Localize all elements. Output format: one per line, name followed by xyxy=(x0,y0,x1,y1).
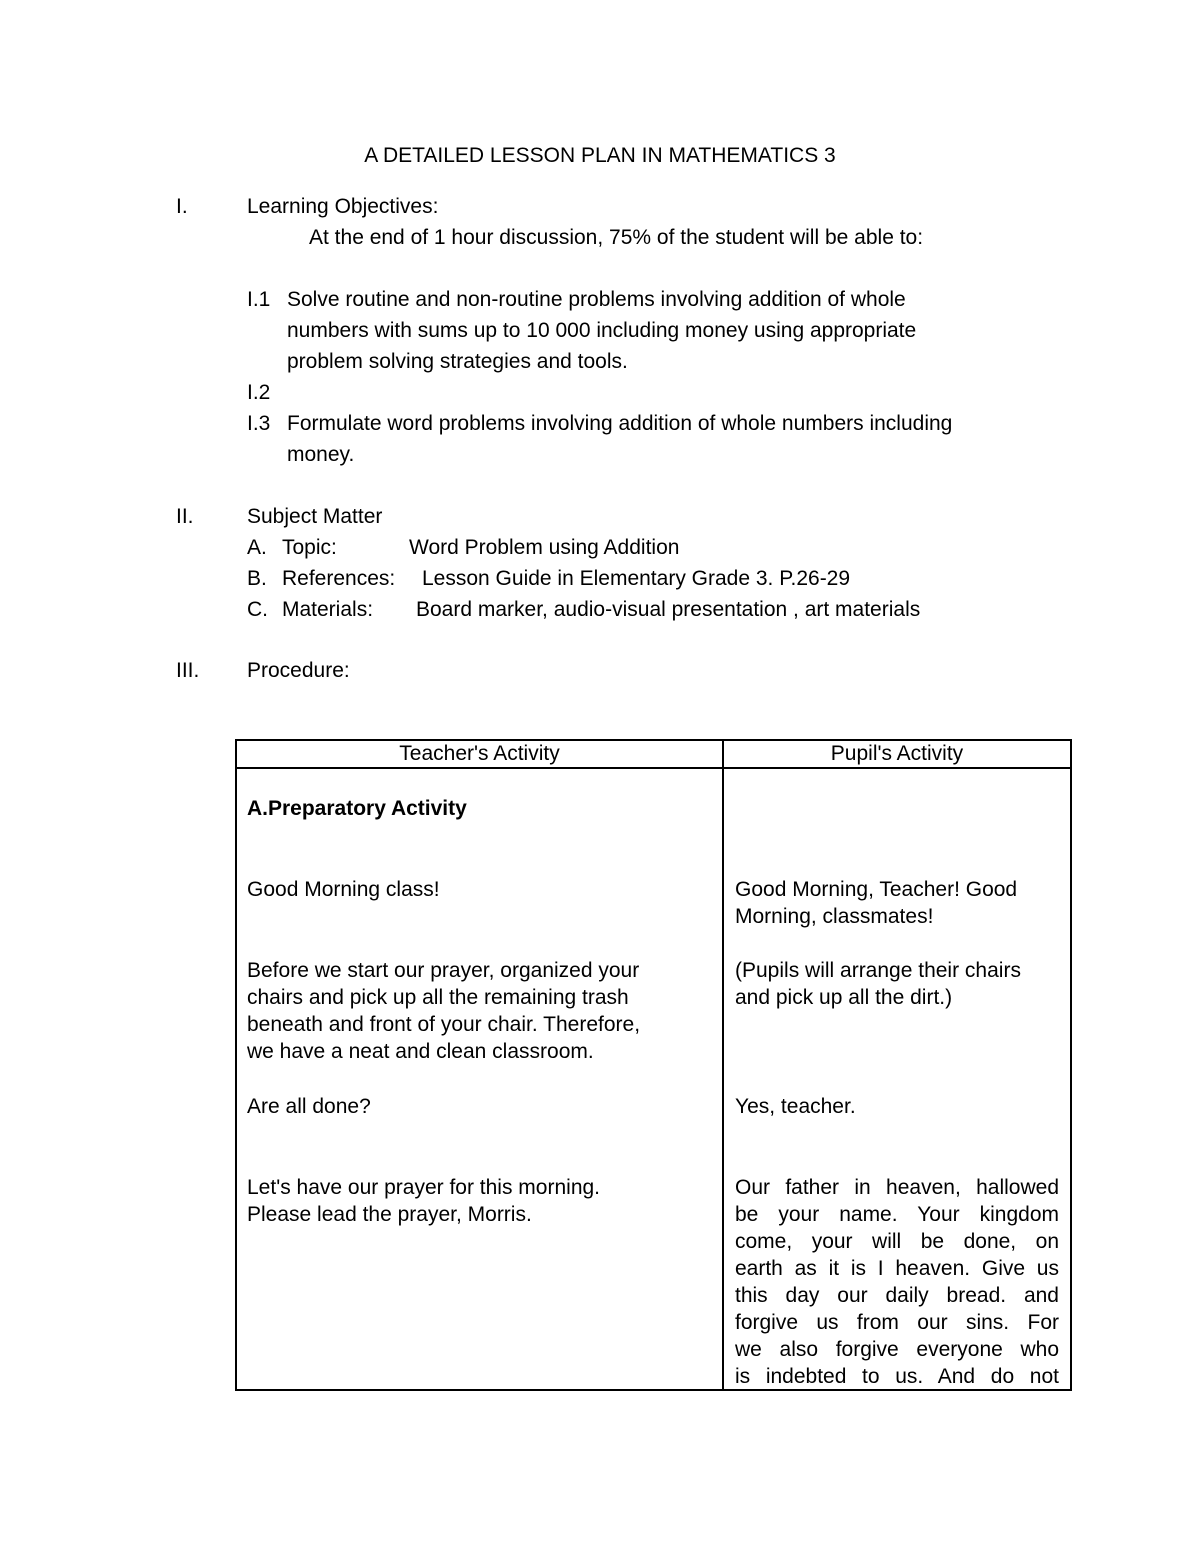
teacher-done-question: Are all done? xyxy=(247,1095,371,1118)
topic-letter: A. xyxy=(247,536,267,559)
references-letter: B. xyxy=(247,567,267,590)
objective-1-line-3: problem solving strategies and tools. xyxy=(287,350,628,373)
pupil-prayer-line-5: this day our daily bread. and xyxy=(735,1284,1059,1307)
objective-3-line-1: Formulate word problems involving addition of whole numbers including xyxy=(287,412,953,435)
teacher-prayer-line-1: Let's have our prayer for this morning. xyxy=(247,1176,601,1199)
topic-value: Word Problem using Addition xyxy=(409,536,680,559)
objectives-intro: At the end of 1 hour discussion, 75% of the student will be able to: xyxy=(309,226,924,249)
pupil-activity-cell xyxy=(723,768,1071,1390)
objective-3-number: I.3 xyxy=(247,412,271,435)
teacher-arrange-line-1: Before we start our prayer, organized your xyxy=(247,959,640,982)
section-2-numeral: II. xyxy=(176,505,194,528)
objective-1-line-1: Solve routine and non-routine problems involving addition of whole xyxy=(287,288,906,311)
teacher-prayer-line-2: Please lead the prayer, Morris. xyxy=(247,1203,532,1226)
teacher-arrange-line-4: we have a neat and clean classroom. xyxy=(247,1040,594,1063)
teacher-activity-cell xyxy=(236,768,723,1390)
pupil-prayer-line-6: forgive us from our sins. For xyxy=(735,1311,1059,1334)
pupil-prayer-line-2: be your name. Your kingdom xyxy=(735,1203,1059,1226)
pupil-prayer-line-4: earth as it is I heaven. Give us xyxy=(735,1257,1059,1280)
procedure-table xyxy=(235,739,1072,1391)
pupil-greeting-line-2: Morning, classmates! xyxy=(735,905,934,928)
teacher-arrange-line-3: beneath and front of your chair. Therefore, xyxy=(247,1013,641,1036)
materials-label: Materials: xyxy=(282,598,374,621)
pupil-prayer-line-7: we also forgive everyone who xyxy=(735,1338,1059,1361)
pupil-arrange-line-2: and pick up all the dirt.) xyxy=(735,986,953,1009)
references-value: Lesson Guide in Elementary Grade 3. P.26-29 xyxy=(422,567,851,590)
objective-3-line-2: money. xyxy=(287,443,355,466)
teacher-activity-header: Teacher's Activity xyxy=(236,740,723,768)
objective-1-number: I.1 xyxy=(247,288,271,311)
objective-1-line-2: numbers with sums up to 10 000 including money using appropriate xyxy=(287,319,917,342)
materials-letter: C. xyxy=(247,598,268,621)
pupil-activity-header: Pupil's Activity xyxy=(723,740,1071,768)
document-title: A DETAILED LESSON PLAN IN MATHEMATICS 3 xyxy=(364,144,836,167)
table-row xyxy=(236,768,1071,1390)
teacher-greeting: Good Morning class! xyxy=(247,878,440,901)
pupil-prayer-line-3: come, your will be done, on xyxy=(735,1230,1059,1253)
pupil-greeting-line-1: Good Morning, Teacher! Good xyxy=(735,878,1018,901)
materials-value: Board marker, audio-visual presentation , art materials xyxy=(416,598,921,621)
topic-label: Topic: xyxy=(282,536,337,559)
section-1-heading: Learning Objectives: xyxy=(247,195,439,218)
pupil-prayer-line-1: Our father in heaven, hallowed xyxy=(735,1176,1059,1199)
table-header-row xyxy=(236,740,1071,768)
references-label: References: xyxy=(282,567,396,590)
pupil-done-answer: Yes, teacher. xyxy=(735,1095,856,1118)
section-3-heading: Procedure: xyxy=(247,659,350,682)
section-2-heading: Subject Matter xyxy=(247,505,383,528)
teacher-arrange-line-2: chairs and pick up all the remaining trash xyxy=(247,986,629,1009)
preparatory-activity-heading: A.Preparatory Activity xyxy=(247,797,467,820)
objective-2-number: I.2 xyxy=(247,381,271,404)
pupil-arrange-line-1: (Pupils will arrange their chairs xyxy=(735,959,1021,982)
pupil-prayer-line-8: is indebted to us. And do not xyxy=(735,1365,1059,1388)
section-1-numeral: I. xyxy=(176,195,188,218)
section-3-numeral: III. xyxy=(176,659,200,682)
